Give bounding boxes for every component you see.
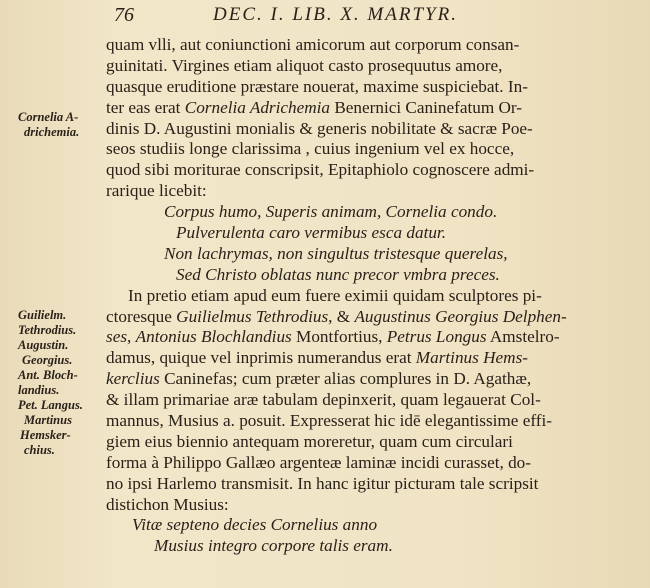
margin-line: Martinus: [24, 413, 72, 427]
text-line: quam vlli, aut coniunctioni amicorum aut corporum consan-: [106, 35, 520, 54]
page-number: 76: [114, 4, 134, 26]
name-blochlandius: Antonius Blochlandius: [135, 327, 292, 347]
running-head: DEC. I. LIB. X. MARTYR.: [213, 4, 458, 25]
page-header: [0, 2, 650, 28]
text-line: [106, 98, 626, 119]
margin-line: chius.: [24, 443, 55, 457]
margin-line: landius.: [18, 383, 60, 397]
text-span: Caninefas; cum præter alias complures in D. Agathæ,: [159, 369, 532, 389]
name-cornelia: Cornelia Adrichemia: [184, 97, 331, 117]
verse-line: Vitæ septeno decies Cornelius anno: [132, 515, 378, 535]
text-line: mannus, Musius a. posuit. Expresserat hic idē elegantissime effi-: [106, 411, 552, 431]
text-line: distichon Musius:: [106, 494, 229, 514]
name-longus: Petrus Longus: [386, 327, 487, 347]
text-line: & illam primariae aræ tabulam depinxerit, quam legauerat Col-: [106, 390, 541, 410]
margin-line: Hemsker-: [20, 428, 71, 442]
margin-line: Ant. Bloch-: [18, 368, 78, 382]
text-line: In pretio etiam apud eum fuere eximii quidam sculptores pi-: [128, 285, 542, 305]
text-span: ctoresque: [106, 306, 177, 326]
text-span: ter eas erat: [106, 97, 185, 117]
main-text: [106, 35, 626, 557]
text-line: quod sibi moriturae conscripsit, Epitaphiolo cognoscere admi-: [106, 160, 535, 180]
name-tethrodius: Guilielmus Tethrodius: [176, 306, 329, 326]
text-span: Amstelro-: [486, 327, 560, 347]
margin-line: Pet. Langus.: [18, 398, 83, 412]
text-line: dinis D. Augustini monialis & generis nobilitate & sacræ Poe-: [106, 118, 533, 138]
margin-line: drichemia.: [24, 125, 80, 139]
text-line: quasque eruditione præstare nouerat, maxime suspiciebat. In-: [106, 76, 528, 96]
margin-note-cornelia: [18, 110, 79, 140]
text-line: guinitati. Virgines etiam aliquot casto prosequutus amore,: [106, 55, 503, 75]
margin-line: Cornelia A-: [18, 110, 79, 124]
margin-line: Augustin.: [18, 338, 69, 352]
margin-line: Georgius.: [22, 353, 73, 367]
text-span: , &: [328, 306, 355, 326]
margin-note-artists: [18, 308, 83, 458]
text-line: [106, 307, 626, 328]
name-hemskerck: Martinus Hems-: [415, 348, 528, 368]
margin-line: Guilielm.: [18, 308, 67, 322]
verse-line: Corpus humo, Superis animam, Cornelia condo.: [164, 202, 498, 222]
text-span: ,: [127, 327, 136, 347]
name-georgius: Augustinus Georgius Delphen-: [354, 306, 567, 326]
text-line: [106, 369, 626, 390]
text-span: Montfortius,: [291, 327, 387, 347]
text-line: forma à Philippo Gallæo argenteæ laminæ incidi curasset, do-: [106, 452, 531, 472]
text-span: Benernici Caninefatum Or-: [330, 97, 523, 117]
name-kerclius: kerclius: [106, 369, 160, 389]
verse-line: Pulverulenta caro vermibus esca datur.: [176, 223, 447, 243]
name-ses: ses: [106, 327, 128, 347]
margin-line: Tethrodius.: [18, 323, 77, 337]
text-line: [106, 348, 626, 369]
text-line: no ipsi Harlemo transmisit. In hanc igitur picturam tale scripsit: [106, 473, 539, 493]
verse-line: Musius integro corpore talis eram.: [154, 536, 393, 556]
text-line: rarique licebit:: [106, 181, 207, 201]
text-line: seos studiis longe clarissima , cuius ingenium vel ex hocce,: [106, 139, 515, 159]
text-line: giem eius biennio antequam moreretur, quam cum circulari: [106, 431, 513, 451]
text-line: [106, 327, 626, 348]
verse-line: Sed Christo oblatas nunc precor vmbra preces.: [176, 264, 500, 284]
text-span: damus, quique vel inprimis numerandus erat: [106, 348, 416, 368]
verse-line: Non lachrymas, non singultus tristesque querelas,: [164, 243, 508, 263]
